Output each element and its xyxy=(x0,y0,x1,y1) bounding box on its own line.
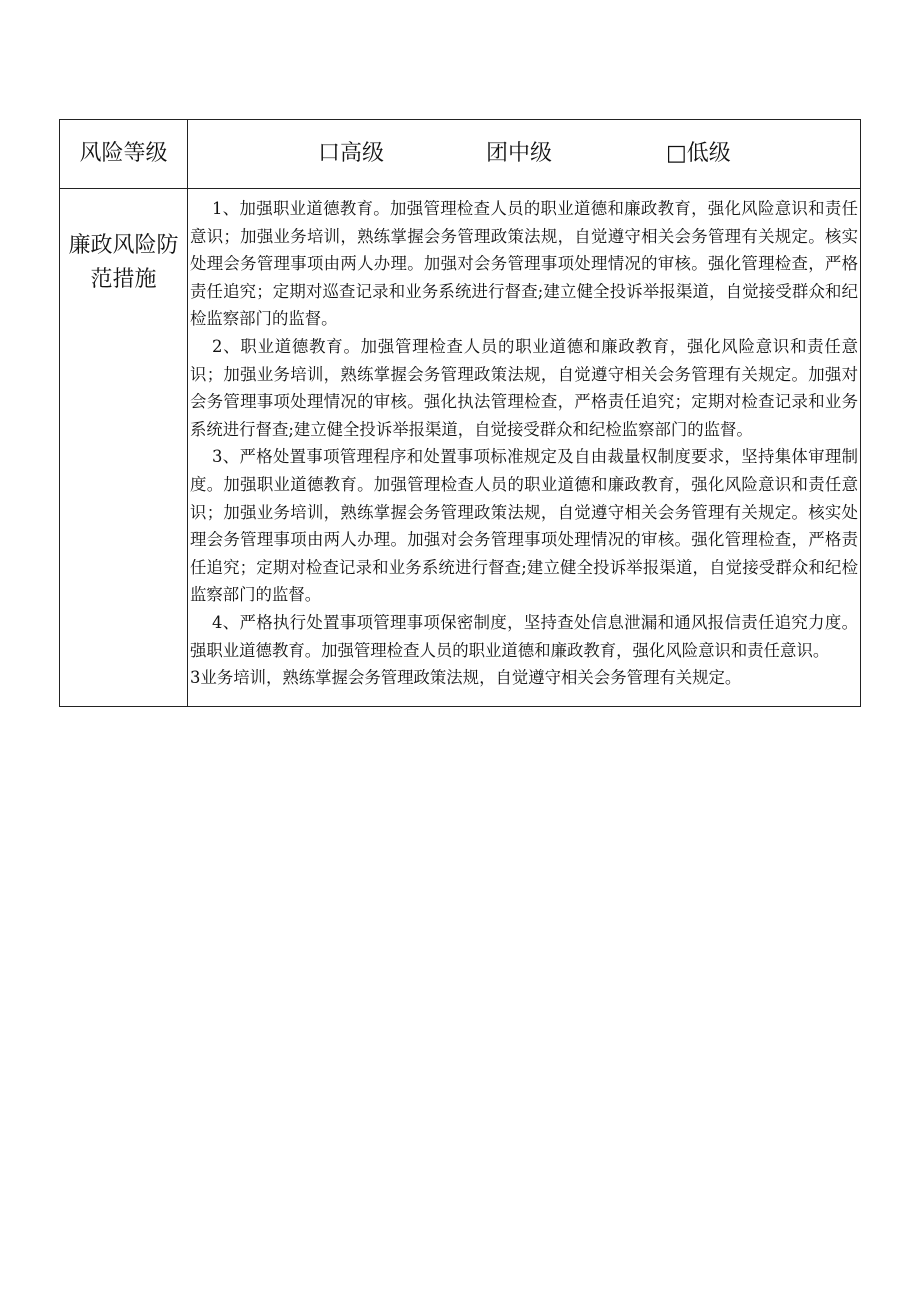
level-option-medium: 团中级 xyxy=(486,141,553,166)
measure-paragraph-3: 3、严格处置事项管理程序和处置事项标准规定及自由裁量权制度要求，坚持集体审理制度。加强职业道德教育。加强管理检查人员的职业道德和廉政教育，强化风险意识和责任意识；加强业务培训，熟练掌握会务管理政策法规，自觉遵守相关会务管理有关规定。核实处理会务管理事项由两人办理。加强对会务管理事项处理情况的审核。强化管理检查，严格责任追究；定期对检查记录和业务系统进行督查;建立健全投诉举报渠道，自觉接受群众和纪检监察部门的监督。 xyxy=(190,447,858,605)
prevention-row xyxy=(60,189,861,707)
measure-paragraph-5: 3业务培训，熟练掌握会务管理政策法规，自觉遵守相关会务管理有关规定。 xyxy=(190,668,742,688)
risk-level-label: 风险等级 xyxy=(79,141,168,166)
prevention-label: 廉政风险防范措施 xyxy=(68,233,179,292)
risk-level-options-cell xyxy=(188,120,861,189)
measure-paragraph-2: 2、职业道德教育。加强管理检查人员的职业道德和廉政教育，强化风险意识和责任意识；加强业务培训，熟练掌握会务管理政策法规，自觉遵守相关会务管理有关规定。加强对会务管理事项处理情况的审核。强化执法管理检查，严格责任追究；定期对检查记录和业务系统进行督查;建立健全投诉举报渠道，自觉接受群众和纪检监察部门的监督。 xyxy=(190,336,858,439)
measure-paragraph-1: 1、加强职业道德教育。加强管理检查人员的职业道德和廉政教育，强化风险意识和责任意识；加强业务培训，熟练掌握会务管理政策法规，自觉遵守相关会务管理有关规定。核实处理会务管理事项由两人办理。加强对会务管理事项处理情况的审核。强化管理检查，严格责任追究；定期对巡查记录和业务系统进行督查;建立健全投诉举报渠道，自觉接受群众和纪检监察部门的监督。 xyxy=(190,199,858,329)
prevention-measures-cell xyxy=(188,189,861,707)
level-option-high: 口高级 xyxy=(318,141,385,166)
prevention-label-cell xyxy=(60,189,188,707)
measure-paragraph-4: 4、严格执行处置事项管理事项保密制度，坚持查处信息泄漏和通风报信责任追究力度。强职业道德教育。加强管理检查人员的职业道德和廉政教育，强化风险意识和责任意识。 xyxy=(190,612,858,660)
risk-level-row xyxy=(60,120,861,189)
level-option-low: □低级 xyxy=(666,141,731,166)
risk-level-label-cell xyxy=(60,120,188,189)
risk-table xyxy=(59,119,861,707)
